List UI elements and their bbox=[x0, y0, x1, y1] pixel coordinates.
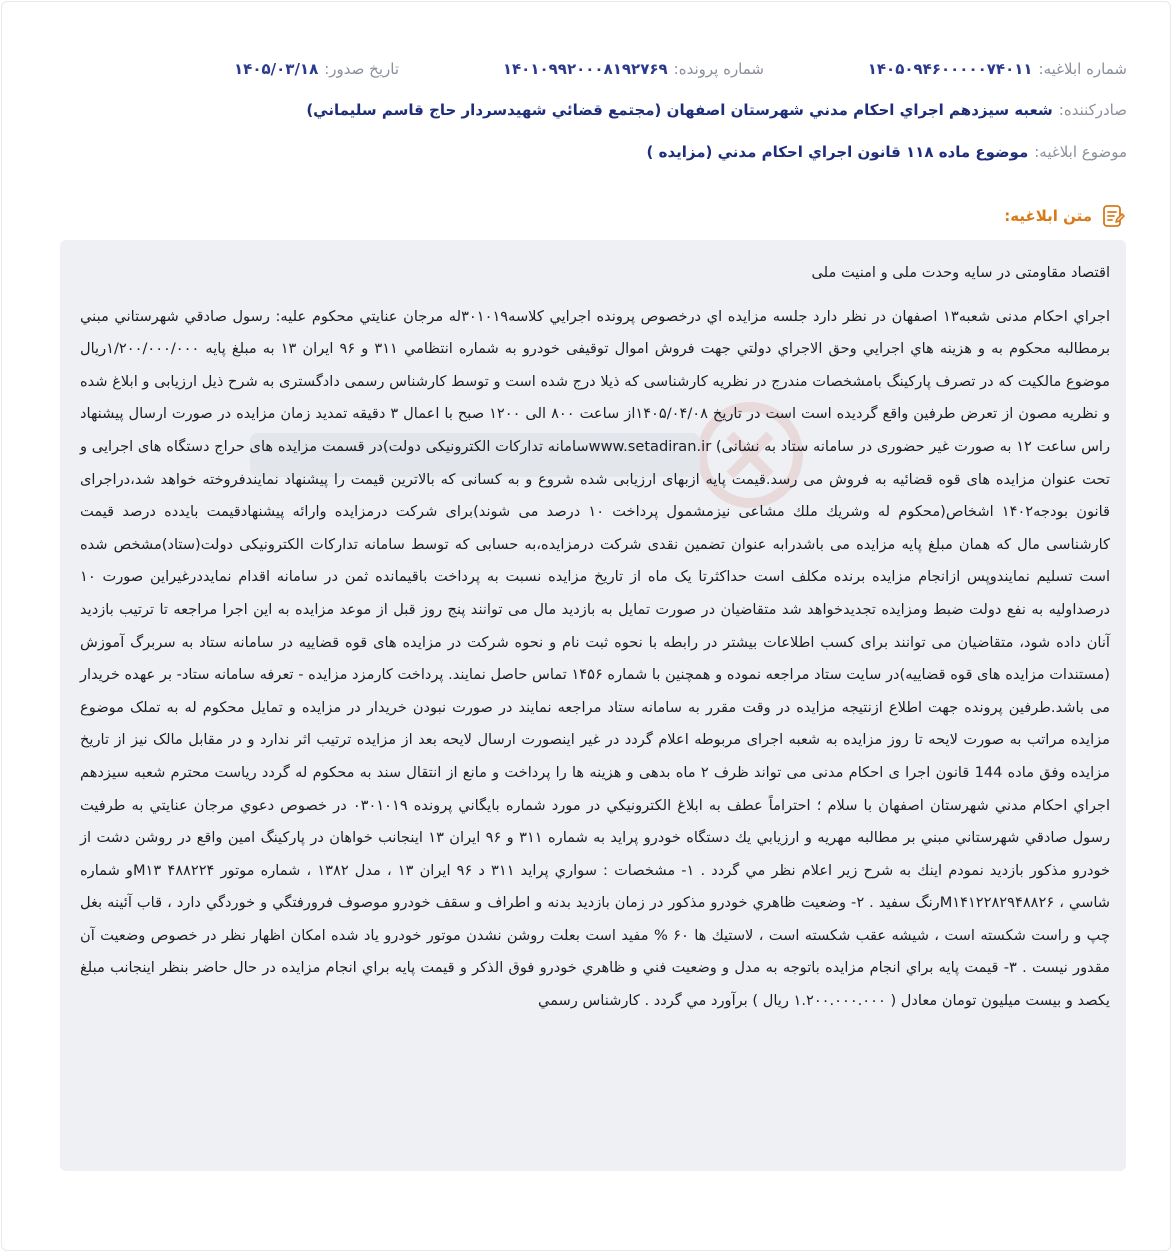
notice-number-label: شماره ابلاغيه: bbox=[1038, 60, 1127, 78]
notice-body-text: اجراي احكام مدنی شعبه۱۳ اصفهان در نظر دارد جلسه مزايده اي درخصوص پرونده اجرايي كلاسه۳۰۱۰۱۹له مرجان عنايتي محكوم عليه: رسول صادقي شهرستاني مبني برمطالبه محكوم به و هزينه هاي اجرايي وحق الاجراي دولتي جهت فروش اموال توقيفی خودرو به شماره انتظامي ۳۱۱ و ۹۶ ايران ۱۳ به مبلغ پایه ۱/۲۰۰/۰۰۰/۰۰۰ريال موضوع مالكيت كه در تصرف پاركينگ بامشخصات مندرج در نظريه كارشناسی كه ذيلا درج شده است و توسط كارشناس رسمی دادگستری به شرح ذيل ارزيابی و ابلاغ شده و نظريه مصون از تعرض طرفين واقع گرديده است است در تاريخ ۱۴۰۵/۰۴/۰۸از ساعت ۸۰۰ الی ۱۲۰۰ صبح با اعمال ۳ دقیقه تمدید زمان مزایده در صورت ارسال پیشنهاد راس ساعت ۱۲ به صورت غير حضوری در سامانه ستاد به نشانی) www.setadiran.irسامانه تداركات الكترونيكی دولت)در قسمت مزايده های حراج دستگاه های اجرايی و تحت عنوان مزايده های قوه قضائيه به فروش می رسد.قيمت پايه ازبهای ارزيابی شده شروع و به كسانی كه بالاترين قيمت را پيشنهاد نمايندفروخته خواهد شد،دراجرای قانون بودجه۱۴۰۲ اشخاص(محكوم له وشريك ملك مشاعی نيزمشمول پرداخت ۱۰ درصد می شوند)برای شركت درمزايده وارائه پيشنهادقيمت بايدده درصد قيمت كارشناسی مال كه همان مبلغ پايه مزايده می باشدرابه عنوان تضمين نقدی شركت درمزايده،به حسابی كه توسط سامانه تداركات الكترونيكی دولت(ستاد)مشخص شده است تسليم نمايندوپس ازانجام مزايده برنده مكلف است حداكثرتا يک ماه از تاريخ مزايده نسبت به پرداخت باقيمانده ثمن در سامانه اقدام نمايددرغيراين صورت ۱۰ درصداوليه به نفع دولت ضبط ومزايده تجديدخواهد شد متقاضيان در صورت تمايل به بازديد مال می توانند پنج روز قبل از موعد مزايده به اين اجرا مراجعه تا ترتيب بازديد آنان داده شود، متقاضيان می توانند برای كسب اطلاعات بيشتر در رابطه با نحوه ثبت نام و نحوه شركت در مزايده های قوه قضاييه در سامانه ستاد به سربرگ آموزش (مستندات مزايده های قوه قضاييه)در سايت ستاد مراجعه نموده و همچنين با شماره ۱۴۵۶ تماس حاصل نمايند. پرداخت كارمزد مزايده - تعرفه سامانه ستاد- بر عهده خريدار می باشد.طرفين پرونده جهت اطلاع ازنتيجه مزايده در وقت مقرر به سامانه ستاد مراجعه نمايند در صورت نبودن خريدار در مزايده و تمايل محکوم له به تملک موضوع مزایده مراتب به صورت لایحه تا روز مزایده به شعبه اجرای مربوطه اعلام گردد در غیر اینصورت ارسال لایحه بعد از مزایده ترتیب اثر ندارد و در مقابل مالک نیز از تاریخ مزایده وفق ماده 144 قانون اجرا ی احکام مدنی می تواند ظرف ۲ ماه بدهی و هزینه ها را پرداخت و مانع از انتقال سند به محکوم له گردد ریاست محترم شعبه سيزدهم اجراي احكام مدني شهرستان اصفهان با سلام ؛ احتراماً عطف به ابلاغ الكترونيكي در مورد شماره بايگاني پرونده ۰۳۰۱۰۱۹ در خصوص دعوي مرجان عنايتي به طرفيت رسول صادقي شهرستاني مبني بر مطالبه مهريه و ارزيابي يك دستگاه خودرو پرايد به شماره ۳۱۱ و ۹۶ ايران ۱۳ اينجانب خواهان در پاركينگ امين واقع در روشن دشت از خودرو مذكور بازديد نمودم اينك به شرح زير اعلام نظر مي گردد . ۱- مشخصات : سواري پرايد ۳۱۱ د ۹۶ ايران ۱۳ ، مدل ۱۳۸۲ ، شماره موتور ۴۸۸۲۲۴ M۱۳و شماره شاسي ، M۱۴۱۲۲۸۲۹۴۸۸۲۶رنگ سفيد . ۲- وضعيت ظاهري خودرو مذكور در زمان بازديد بدنه و اطراف و سقف خودرو موصوف فرورفتگي و خوردگي دارد ، قاب آئينه بغل چپ و راست شكسته است ، شيشه عقب شكسته است ، لاستيك ها ۶۰ % مفيد است بعلت روشن نشدن موتور خودرو ياد شده امكان اظهار نظر در خصوص وضعيت آن مقدور نيست . ۳- قيمت پايه براي انجام مزايده باتوجه به مدل و وضعيت فني و ظاهري خودرو فوق الذكر و قيمت پايه براي انجام مزايده در حال حاضر بنظر اينجانب مبلغ يكصد و بيست ميليون تومان معادل ( ۱.۲۰۰.۰۰۰.۰۰۰ ريال ) برآورد مي گردد . كارشناس رسمي bbox=[79, 307, 1111, 1010]
case-number-value: ۱۴۰۱۰۹۹۲۰۰۰۸۱۹۲۷۶۹ bbox=[502, 60, 668, 78]
notice-text-content bbox=[80, 257, 1110, 1018]
notice-headline: اقتصاد مقاومتی در سایه وحدت ملی و امنیت ملی bbox=[811, 264, 1110, 281]
case-number-row bbox=[503, 60, 764, 78]
issuer-row bbox=[306, 101, 1127, 119]
subject-label: موضوع ابلاغيه: bbox=[1034, 143, 1127, 161]
notice-text-title: متن ابلاغيه: bbox=[1004, 207, 1092, 225]
notice-number-value: ۱۴۰۵۰۹۴۶۰۰۰۰۰۷۴۰۱۱ bbox=[867, 60, 1033, 78]
issuer-value: شعبه سيزدهم اجراي احکام مدني شهرستان اصفهان (مجتمع قضائي شهيدسردار حاج قاسم سليماني) bbox=[306, 101, 1053, 119]
case-number-label: شماره پرونده: bbox=[673, 60, 764, 78]
notice-number-row bbox=[868, 60, 1127, 78]
issue-date-label: تاريخ صدور: bbox=[324, 60, 399, 78]
subject-value: موضوع ماده ۱۱۸ قانون اجراي احکام مدني (مزايده ) bbox=[646, 143, 1029, 161]
issue-date-row bbox=[234, 60, 399, 78]
notice-text-heading bbox=[1004, 203, 1126, 229]
subject-row bbox=[647, 143, 1127, 161]
issue-date-value: ۱۴۰۵/۰۳/۱۸ bbox=[234, 60, 319, 78]
document-icon bbox=[1100, 203, 1126, 229]
issuer-label: صادرکننده: bbox=[1058, 101, 1127, 119]
